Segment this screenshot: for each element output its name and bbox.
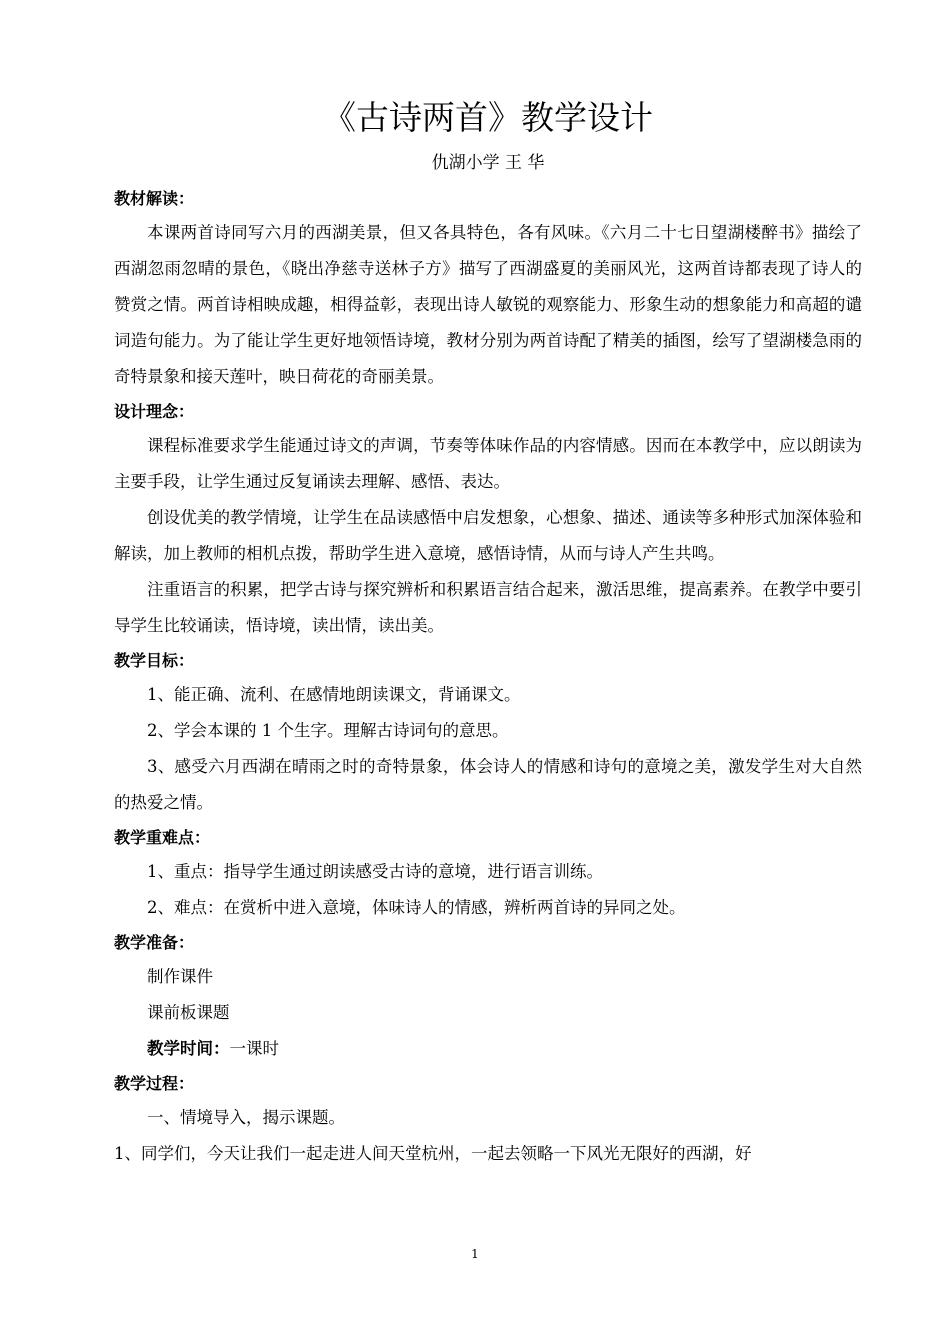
concept-paragraph-1: 课程标准要求学生能通过诗文的声调，节奏等体味作品的内容情感。因而在本教学中，应以朗读为主要手段，让学生通过反复诵读去理解、感悟、表达。 bbox=[114, 436, 862, 491]
material-paragraph: 本课两首诗同写六月的西湖美景，但又各具特色，各有风味。《六月二十七日望湖楼醉书》描绘了西湖忽雨忽晴的景色，《晓出净慈寺送林子方》描写了西湖盛夏的美丽风光，这两首诗都表现了诗人的赞赏之情。两首诗相映成趣，相得益彰，表现出诗人敏锐的观察能力、形象生动的想象能力和高超的谴词造句能力。为了能让学生更好地领悟诗境，教材分别为两首诗配了精美的插图，绘写了望湖楼急雨的奇特景象和接天莲叶，映日荷花的奇丽美景。 bbox=[114, 223, 862, 386]
section-heading-preparation: 教学准备： bbox=[114, 933, 195, 952]
page-number: 1 bbox=[471, 1247, 479, 1261]
section-heading-process: 教学过程： bbox=[114, 1074, 195, 1093]
keypoint-item-1: 1、重点：指导学生通过朗读感受古诗的意境，进行语言训练。 bbox=[147, 862, 603, 881]
teaching-time-value: 一课时 bbox=[229, 1039, 279, 1058]
process-paragraph-1: 1、同学们，今天让我们一起走进人间天堂杭州，一起去领略一下风光无限好的西湖，好 bbox=[114, 1144, 752, 1163]
document-author: 仇湖小学 王 华 bbox=[431, 153, 545, 173]
document-title: 《古诗两首》教学设计 bbox=[323, 98, 653, 137]
section-heading-concept: 设计理念： bbox=[114, 402, 195, 421]
goal-item-3: 3、感受六月西湖在晴雨之时的奇特景象，体会诗人的情感和诗句的意境之美，激发学生对大自然的热爱之情。 bbox=[114, 757, 862, 812]
concept-paragraph-2: 创设优美的教学情境，让学生在品读感悟中启发想象，心想象、描述、通读等多种形式加深体验和解读，加上教师的相机点拨，帮助学生进入意境，感悟诗情，从而与诗人产生共鸣。 bbox=[114, 508, 862, 563]
keypoint-item-2: 2、难点：在赏析中进入意境，体味诗人的情感，辨析两首诗的异同之处。 bbox=[147, 898, 686, 917]
concept-paragraph-3: 注重语言的积累，把学古诗与探究辨析和积累语言结合起来，激活思维，提高素养。在教学中要引导学生比较诵读，悟诗境，读出情，读出美。 bbox=[114, 580, 862, 635]
section-heading-goals: 教学目标： bbox=[114, 651, 195, 670]
teaching-time-line bbox=[114, 1031, 862, 1067]
document-body bbox=[114, 92, 862, 1172]
preparation-item-2: 课前板课题 bbox=[147, 1003, 230, 1022]
process-step-1: 一、情境导入，揭示课题。 bbox=[147, 1108, 345, 1127]
goal-item-1: 1、能正确、流利、在感情地朗读课文，背诵课文。 bbox=[147, 685, 521, 704]
teaching-time-label: 教学时间： bbox=[147, 1039, 230, 1058]
section-heading-keypoints: 教学重难点： bbox=[114, 828, 211, 847]
goal-item-2: 2、学会本课的 1 个生字。理解古诗词句的意思。 bbox=[147, 721, 509, 740]
preparation-item-1: 制作课件 bbox=[147, 967, 213, 986]
section-heading-material: 教材解读： bbox=[114, 189, 195, 208]
